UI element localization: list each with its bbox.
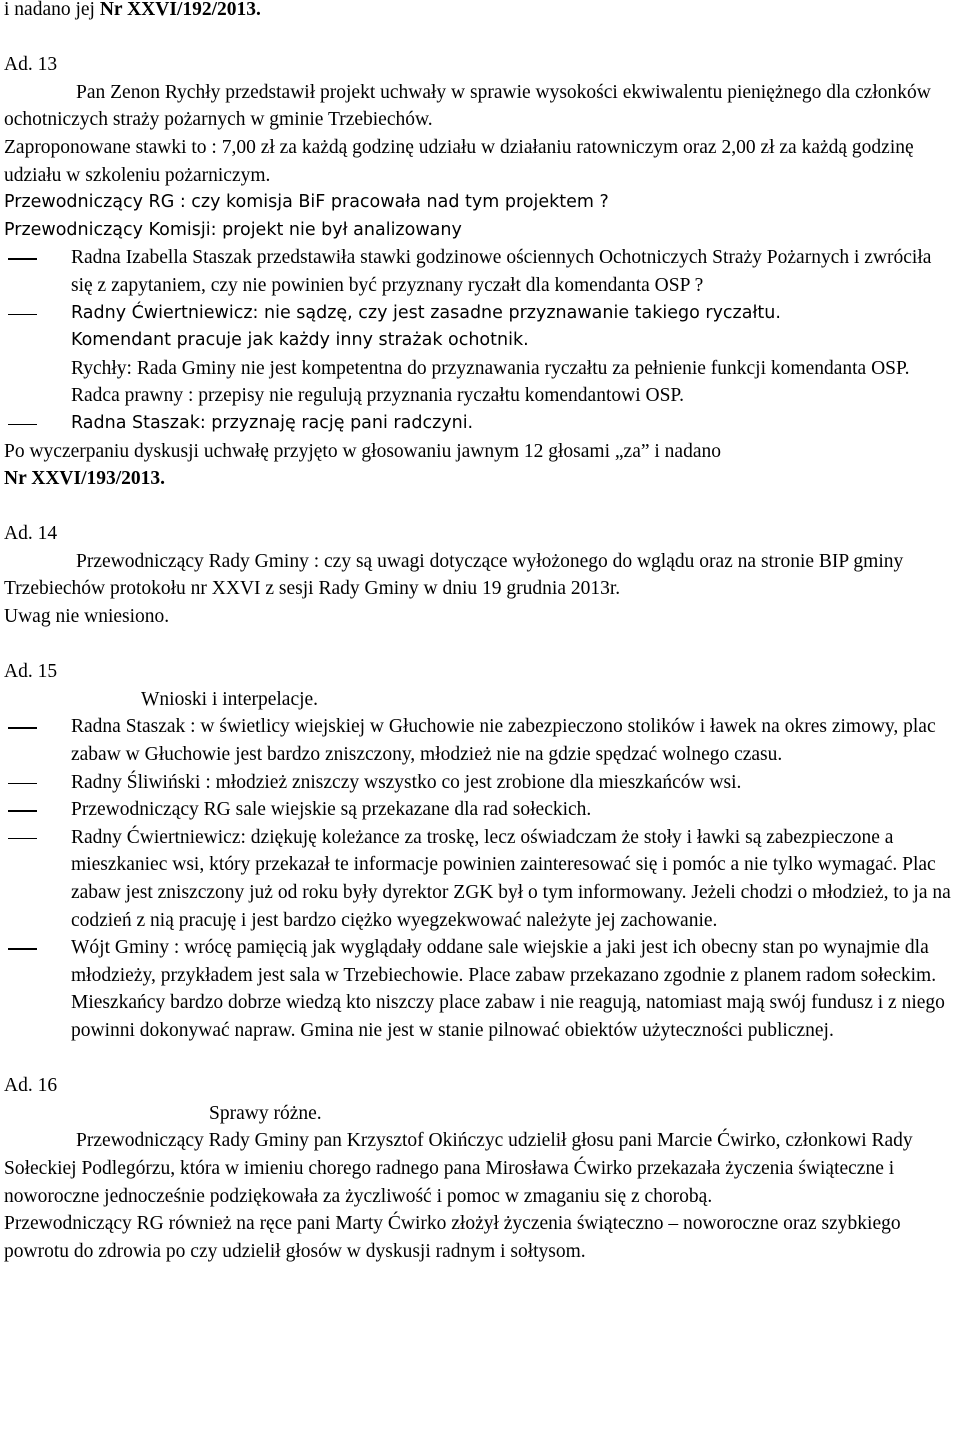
ad15-list-item-1: Radna Staszak : w świetlicy wiejskiej w Głuchowie nie zabezpieczono stolików i ławek na okres zimowy, plac zabaw w Głuchowie jest bardzo zniszczony, młodzież nie na gdzie spędzać wolnego czasu. [4, 713, 956, 768]
resolution-number: Nr XXVI/192/2013. [99, 0, 261, 20]
ad13-list-item-3: Radna Staszak: przyznaję rację pani radczyni. [4, 410, 956, 438]
ad15-heading: Ad. 15 [4, 661, 58, 683]
ad15-list-item-4: Radny Ćwiertniewicz: dziękuję koleżance za troskę, lecz oświadczam że stoły i ławki są zabezpieczone a mieszkaniec wsi, który przekazał te informacje powinien zainteresować się i pomóc a nie tylko wymagać. Plac zabaw jest zniszczony już od roku były dyrektor ZGK był o tym informowany. Jeżeli chodzi o młodzież, to ja na codzień z nią pracuję i jest bardzo ciężko wyegzekwować należyte jej zachowanie. [4, 824, 956, 934]
document-page [4, 0, 956, 1265]
ad13-paragraph-4: Przewodniczący Komisji: projekt nie był analizowany [4, 219, 462, 240]
ad13-paragraph-2: Zaproponowane stawki to : 7,00 zł za każdą godzinę udziału w działaniu ratowniczym oraz 2,00 zł za każdą godzinę udziału w szkoleniu pożarniczym. [4, 136, 914, 186]
ad13-list-item-1: Radna Izabella Staszak przedstawiła stawki godzinowe ościennych Ochotniczych Straży Pożarnych i zwróciła się z zapytaniem, czy nie powinien być przyznany ryczałt dla komendanta OSP ? [4, 244, 956, 299]
ad15-list-item-2: Radny Śliwiński : młodzież zniszczy wszystko co jest zrobione dla mieszkańców wsi. [4, 769, 956, 797]
ad13-paragraph-1: Pan Zenon Rychły przedstawił projekt uchwały w sprawie wysokości ekwiwalentu pieniężnego dla członków ochotniczych straży pożarnych w gminie Trzebiechów. [4, 81, 931, 131]
ad14-heading: Ad. 14 [4, 523, 58, 545]
ad15-title: Wnioski i interpelacje. [141, 688, 319, 710]
ad14-paragraph-1: Przewodniczący Rady Gminy : czy są uwagi dotyczące wyłożonego do wglądu oraz na stronie BIP gminy Trzebiechów protokołu nr XXVI z sesji Rady Gminy w dniu 19 grudnia 2013r. [4, 550, 904, 600]
ad13-list-item-2: Radny Ćwiertniewicz: nie sądzę, czy jest zasadne przyznawanie takiego ryczałtu. [4, 300, 956, 328]
ad15-list-item-5: Wójt Gminy : wrócę pamięcią jak wyglądały oddane sale wiejskie a jaki jest ich obecny stan po wynajmie dla młodzieży, przykładem jest sala w Trzebiechowie. Place zabaw przekazano zgodnie z planem radom sołeckim. Mieszkańcy bardzo dobrze wiedzą kto niszczy place zabaw i nie reagują, natomiast mają swój fundusz i z niego powinni dokonywać napraw. Gmina nie jest w stanie pilnować obiektów użyteczności publicznej. [4, 934, 956, 1044]
ad13-heading: Ad. 13 [4, 54, 58, 76]
ad13-paragraph-3: Przewodniczący RG : czy komisja BiF pracowała nad tym projektem ? [4, 192, 609, 213]
ad16-heading: Ad. 16 [4, 1075, 58, 1097]
ad13-resolution-number: Nr XXVI/193/2013. [4, 468, 166, 490]
ad13-sub-3: Radca prawny : przepisy nie regulują przyznania ryczałtu komendantowi OSP. [71, 385, 684, 407]
ad13-conclusion: Po wyczerpaniu dyskusji uchwałę przyjęto w głosowaniu jawnym 12 głosami „za” i nadano [4, 440, 721, 462]
intro-line [4, 0, 956, 24]
ad16-title: Sprawy różne. [209, 1102, 322, 1124]
intro-text: i nadano jej [4, 0, 100, 20]
ad15-list-item-3: Przewodniczący RG sale wiejskie są przekazane dla rad sołeckich. [4, 796, 956, 824]
ad16-paragraph-1: Przewodniczący Rady Gminy pan Krzysztof Okińczyc udzielił głosu pani Marcie Ćwirko, członkowi Rady Sołeckiej Podlegórzu, która w imieniu chorego radnego pana Mirosława Ćwirko przekazała życzenia świąteczne i noworoczne jednocześnie podziękowała za życzliwość i pomoc w zmaganiu się z chorobą. [4, 1130, 913, 1207]
ad14-paragraph-2: Uwag nie wniesiono. [4, 606, 170, 628]
ad13-sub-2: Rychły: Rada Gminy nie jest kompetentna do przyznawania ryczałtu za pełnienie funkcji komendanta OSP. [71, 357, 910, 379]
ad13-sub-1: Komendant pracuje jak każdy inny strażak ochotnik. [71, 330, 529, 351]
ad16-paragraph-2: Przewodniczący RG również na ręce pani Marty Ćwirko złożył życzenia świąteczno – noworoczne oraz szybkiego powrotu do zdrowia po czy udzielił głosów w dyskusji radnym i sołtysom. [4, 1213, 901, 1262]
